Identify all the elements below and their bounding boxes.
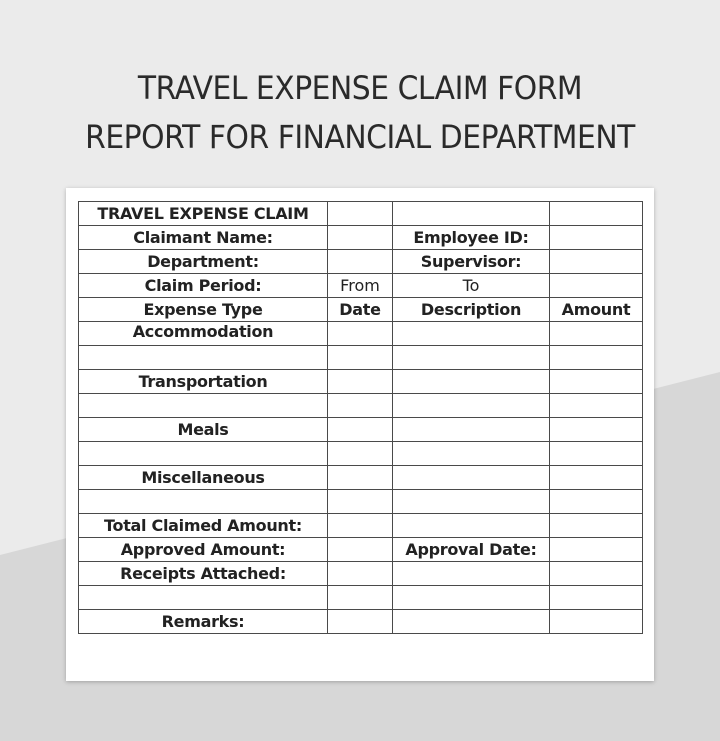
claim-period-field[interactable]: [550, 274, 643, 298]
blank-cell[interactable]: [393, 490, 550, 514]
blank-cell[interactable]: [328, 394, 393, 418]
accommodation-amount-field[interactable]: [550, 322, 643, 346]
approved-amount-field[interactable]: [328, 538, 393, 562]
table-row-blank: [79, 346, 643, 370]
blank-cell[interactable]: [393, 442, 550, 466]
to-label: To: [393, 274, 550, 298]
table-row-receipts: [79, 562, 643, 586]
remarks-field-3[interactable]: [550, 610, 643, 634]
transportation-amount-field[interactable]: [550, 370, 643, 394]
page-title-line-2: REPORT FOR FINANCIAL DEPARTMENT: [85, 118, 635, 156]
total-claimed-field-2[interactable]: [393, 514, 550, 538]
table-row-blank: [79, 394, 643, 418]
blank-cell[interactable]: [393, 586, 550, 610]
expense-type-accommodation: Accommodation: [79, 322, 328, 346]
miscellaneous-amount-field[interactable]: [550, 466, 643, 490]
page-title-line-1: TRAVEL EXPENSE CLAIM FORM: [137, 69, 583, 107]
table-row-total-claimed: [79, 514, 643, 538]
table-row-claimant: [79, 226, 643, 250]
blank-cell[interactable]: [79, 346, 328, 370]
blank-cell[interactable]: [393, 394, 550, 418]
column-header-date: Date: [328, 298, 393, 322]
blank-cell[interactable]: [79, 442, 328, 466]
table-row-blank: [79, 490, 643, 514]
form-sheet: [66, 188, 654, 681]
claim-period-label: Claim Period:: [79, 274, 328, 298]
blank-cell[interactable]: [328, 490, 393, 514]
from-label: From: [328, 274, 393, 298]
blank-cell[interactable]: [328, 442, 393, 466]
receipts-attached-field-2[interactable]: [393, 562, 550, 586]
column-header-expense-type: Expense Type: [79, 298, 328, 322]
receipts-attached-field[interactable]: [328, 562, 393, 586]
blank-cell[interactable]: [328, 586, 393, 610]
table-row-meals: [79, 418, 643, 442]
expense-claim-table: [78, 201, 643, 634]
remarks-label: Remarks:: [79, 610, 328, 634]
table-row-department: [79, 250, 643, 274]
table-row-miscellaneous: [79, 466, 643, 490]
approval-date-label: Approval Date:: [393, 538, 550, 562]
employee-id-label: Employee ID:: [393, 226, 550, 250]
transportation-description-field[interactable]: [393, 370, 550, 394]
meals-date-field[interactable]: [328, 418, 393, 442]
table-row-blank: [79, 586, 643, 610]
heading-cell-4[interactable]: [550, 202, 643, 226]
receipts-attached-label: Receipts Attached:: [79, 562, 328, 586]
expense-type-meals: Meals: [79, 418, 328, 442]
table-row-remarks: [79, 610, 643, 634]
blank-cell[interactable]: [550, 490, 643, 514]
table-row-accommodation: [79, 322, 643, 346]
blank-cell[interactable]: [328, 346, 393, 370]
meals-amount-field[interactable]: [550, 418, 643, 442]
table-row-approved: [79, 538, 643, 562]
table-row-heading: [79, 202, 643, 226]
expense-type-miscellaneous: Miscellaneous: [79, 466, 328, 490]
supervisor-field[interactable]: [550, 250, 643, 274]
remarks-field-2[interactable]: [393, 610, 550, 634]
claimant-name-field[interactable]: [328, 226, 393, 250]
expense-type-transportation: Transportation: [79, 370, 328, 394]
total-claimed-amount-field[interactable]: [550, 514, 643, 538]
claimant-name-label: Claimant Name:: [79, 226, 328, 250]
heading-cell-3[interactable]: [393, 202, 550, 226]
blank-cell[interactable]: [550, 346, 643, 370]
blank-cell[interactable]: [79, 586, 328, 610]
miscellaneous-description-field[interactable]: [393, 466, 550, 490]
receipts-attached-field-3[interactable]: [550, 562, 643, 586]
column-header-amount: Amount: [550, 298, 643, 322]
blank-cell[interactable]: [550, 442, 643, 466]
meals-description-field[interactable]: [393, 418, 550, 442]
transportation-date-field[interactable]: [328, 370, 393, 394]
blank-cell[interactable]: [550, 586, 643, 610]
blank-cell[interactable]: [79, 394, 328, 418]
table-row-transportation: [79, 370, 643, 394]
column-header-description: Description: [393, 298, 550, 322]
accommodation-date-field[interactable]: [328, 322, 393, 346]
total-claimed-field[interactable]: [328, 514, 393, 538]
supervisor-label: Supervisor:: [393, 250, 550, 274]
department-field[interactable]: [328, 250, 393, 274]
total-claimed-amount-label: Total Claimed Amount:: [79, 514, 328, 538]
remarks-field[interactable]: [328, 610, 393, 634]
accommodation-description-field[interactable]: [393, 322, 550, 346]
employee-id-field[interactable]: [550, 226, 643, 250]
approval-date-field[interactable]: [550, 538, 643, 562]
department-label: Department:: [79, 250, 328, 274]
miscellaneous-date-field[interactable]: [328, 466, 393, 490]
table-row-claim-period: [79, 274, 643, 298]
heading-cell-2[interactable]: [328, 202, 393, 226]
blank-cell[interactable]: [550, 394, 643, 418]
form-heading: TRAVEL EXPENSE CLAIM: [79, 202, 328, 226]
blank-cell[interactable]: [79, 490, 328, 514]
table-row-blank: [79, 442, 643, 466]
blank-cell[interactable]: [393, 346, 550, 370]
approved-amount-label: Approved Amount:: [79, 538, 328, 562]
table-row-column-headers: [79, 298, 643, 322]
